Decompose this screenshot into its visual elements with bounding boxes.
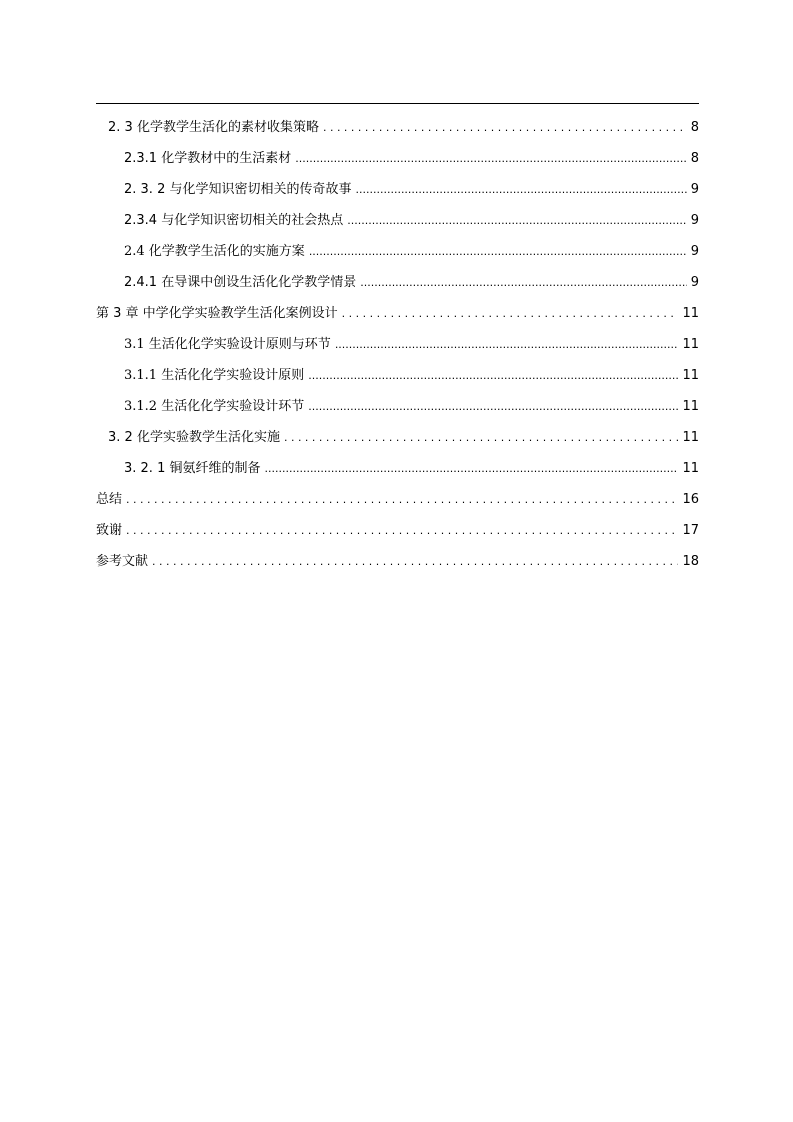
toc-entry[interactable] [96,298,699,329]
toc-entry-page: 11 [682,337,699,352]
toc-entry-title: 3.1 生活化化学实验设计原则与环节 [124,337,331,352]
toc-dot-leader [360,267,687,298]
toc-dot-leader [347,205,687,236]
toc-entry[interactable] [96,236,699,267]
toc-dot-leader [308,391,678,422]
toc-entry[interactable] [96,329,699,360]
toc-entry[interactable] [96,546,699,577]
toc-entry-title: 2. 3 化学教学生活化的素材收集策略 [108,120,319,135]
toc-entry-page: 9 [690,244,699,259]
toc-entry[interactable] [96,205,699,236]
toc-dot-leader [152,546,678,577]
toc-entry-page: 9 [690,182,699,197]
toc-entry-page: 17 [682,523,699,538]
toc-entry[interactable] [96,267,699,298]
header-rule [96,103,699,104]
toc-dot-leader [323,112,687,143]
toc-entry-page: 11 [682,368,699,383]
toc-entry[interactable] [96,143,699,174]
toc-dot-leader [308,360,678,391]
toc-dot-leader [309,236,687,267]
toc-entry-title: 致谢 [96,523,123,538]
toc-entry[interactable] [96,174,699,205]
toc-entry-title: 参考文献 [96,554,149,569]
toc-entry-title: 3. 2. 1 铜氨纤维的制备 [124,461,261,476]
toc-entry-page: 18 [682,554,699,569]
toc-entry-title: 3.1.2 生活化化学实验设计环节 [124,399,305,414]
table-of-contents [96,112,699,577]
toc-entry-title: 总结 [96,492,123,507]
toc-entry-page: 11 [682,461,699,476]
toc-dot-leader [126,515,678,546]
toc-entry[interactable] [96,360,699,391]
toc-dot-leader [335,329,679,360]
toc-entry[interactable] [96,112,699,143]
toc-entry-title: 2.3.1 化学教材中的生活素材 [124,151,292,166]
toc-entry[interactable] [96,484,699,515]
toc-entry-page: 8 [690,120,699,135]
toc-entry-title: 2. 3. 2 与化学知识密切相关的传奇故事 [124,182,352,197]
toc-dot-leader [284,422,679,453]
toc-entry[interactable] [96,391,699,422]
toc-entry-page: 11 [682,306,699,321]
toc-entry-page: 16 [682,492,699,507]
toc-dot-leader [295,143,687,174]
toc-dot-leader [342,298,679,329]
toc-entry-title: 3. 2 化学实验教学生活化实施 [108,430,280,445]
toc-dot-leader [126,484,678,515]
toc-entry-page: 11 [682,399,699,414]
toc-entry[interactable] [96,422,699,453]
toc-entry-page: 11 [682,430,699,445]
toc-entry-title: 3.1.1 生活化化学实验设计原则 [124,368,305,383]
toc-entry-title: 第 3 章 中学化学实验教学生活化案例设计 [96,306,338,321]
toc-entry-title: 2.3.4 与化学知识密切相关的社会热点 [124,213,344,228]
toc-entry-page: 9 [690,275,699,290]
toc-entry-title: 2.4.1 在导课中创设生活化化学教学情景 [124,275,357,290]
toc-dot-leader [264,453,678,484]
toc-entry-page: 9 [690,213,699,228]
toc-dot-leader [355,174,686,205]
toc-entry[interactable] [96,453,699,484]
toc-entry[interactable] [96,515,699,546]
toc-entry-title: 2.4 化学教学生活化的实施方案 [124,244,305,259]
toc-entry-page: 8 [690,151,699,166]
